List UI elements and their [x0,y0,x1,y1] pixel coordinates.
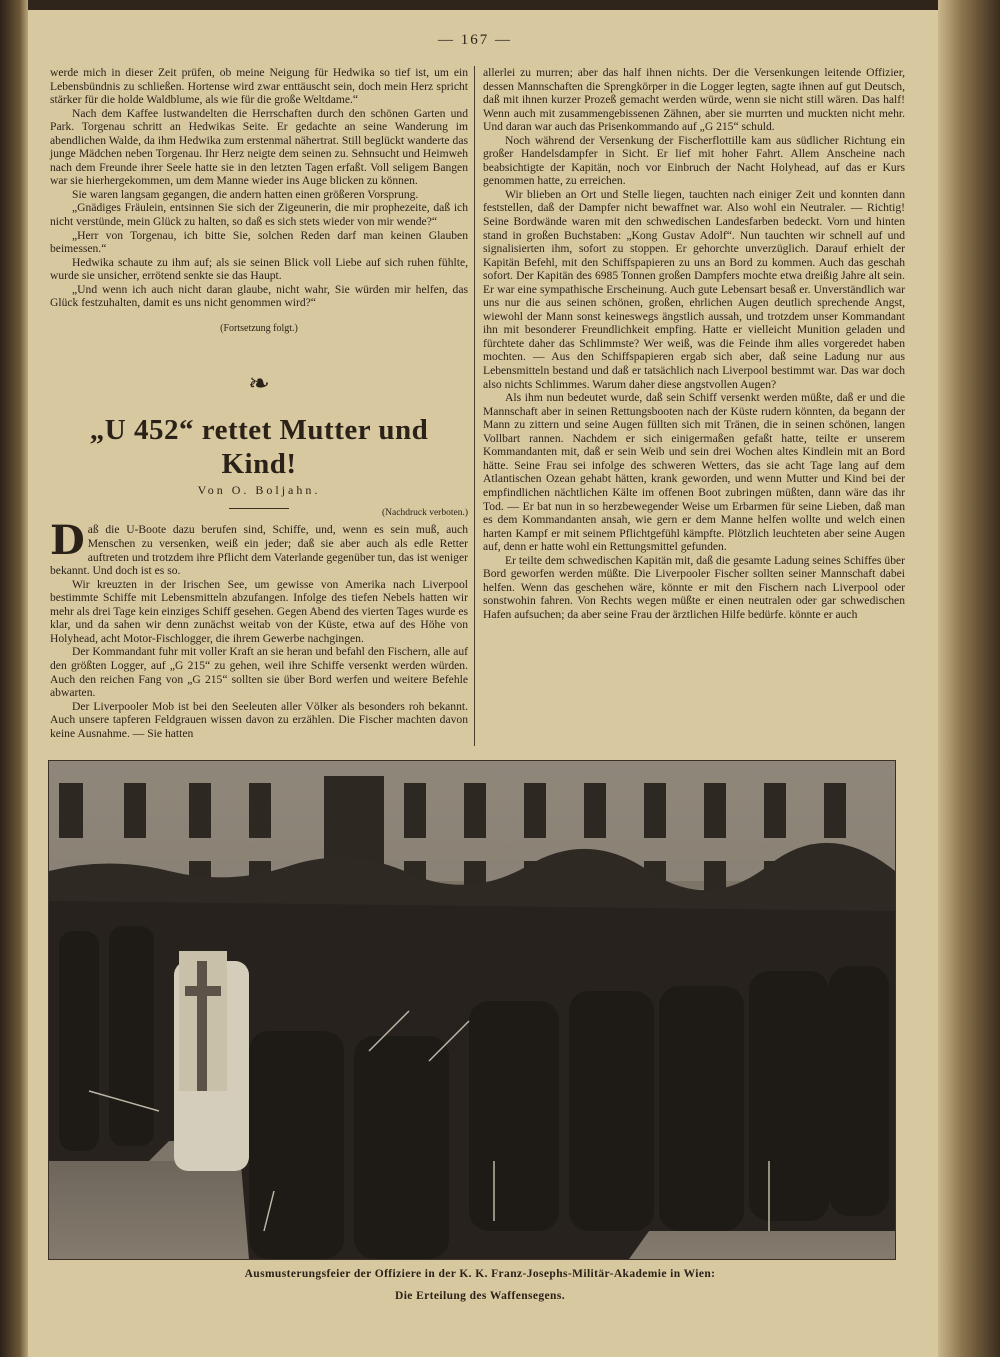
ornament-icon: ❧ [248,369,270,399]
serial-paragraph: werde mich in dieser Zeit prüfen, ob meine Neigung für Hedwika so tief ist, um ein Lebensbündnis zu schließen. Hortense wird zwar enttäuscht sein, doch mein Herz spricht stärker für die holde Waldblume, als wie für die große Weltdame.“ [50,66,468,107]
article-title: „U 452“ rettet Mutter und Kind! [89,414,429,481]
article-paragraph: Noch während der Versenkung der Fischerflottille kam aus südlicher Richtung ein großer Handelsdampfer in Sicht. Er lief mit hoher Fahrt. Allem Anscheine nach beabsichtigte der Kapitän, noch vor Einbruch der Nacht Holyhead, auf das er Kurs genommen hatte, zu erreichen. [483,133,905,188]
article-byline: Von O. Boljahn. [197,483,321,498]
continued-notice: (Fortsetzung folgt.) [220,322,298,334]
page-number: — 167 — [438,32,512,48]
photo-caption-line2: Die Erteilung des Waffensegens. [395,1290,565,1302]
article-paragraph: Als ihm nun bedeutet wurde, daß sein Schiff versenkt werden müßte, daß er und die Mannschaft aber in seinen Rettungsbooten nach der Küste rudern könnten, da begann der Mann zu zittern und seine Augen füllten sich mit Tränen, die in seinen schönen, langen Vollbart rannen. Nachdem er sich einigermaßen gefaßt hatte, teilte er unserem Kommandanten mit, daß er sein Weib und sein drei Wochen altes Kindlein mit an Bord hätte. Seine Frau sei infolge des schweren Wetters, das sie acht Tage lang auf dem Atlantischen Ozean gehabt hätten, krank geworden, und wenn Mutter und Kind bei der empfindlichen nächtlichen Kälte im offenen Boot zubringen müßten, dann wäre das ihr Tod. — Er bat nun in so herzbewegender Weise um Erbarmen für seine Lieben, daß man es dem Kommandanten ansah, wie gern er dem Manne helfen wollte und welch einen harten Kampf er mit seinem Pflichtgefühl kämpfte. Plötzlich leuchteten aber seine Augen auf, denn er hatte wohl ein Rettungsmittel gefunden. [483,391,905,554]
book-binding-left [0,0,28,1357]
serial-paragraph: „Herr von Torgenau, ich bitte Sie, solchen Reden darf man keinen Glauben beimessen.“ [50,228,468,256]
article-paragraph: Wir kreuzten in der Irischen See, um gewisse von Amerika nach Liverpool bestimmte Schiffe mit Lebensmitteln abzufangen. Infolge des tiefen Nebels hatten wir mehr als drei Tage kein einziges Schiff gesehen. Gegen Abend des vierten Tages wurde es klar, und da sahen wir denn zunächst weitab von der Küste, etwa auf des Höhe von Holyhead, acht Motor-Fischlogger, die ihrem Gewerbe nachgingen. [50,577,468,645]
scan-top-edge [0,0,1000,10]
priest-vestment [174,951,249,1171]
column-rule [474,66,475,746]
article-paragraph: Er teilte dem schwedischen Kapitän mit, daß die gesamte Ladung seines Schiffes über Bord geworfen werden müßte. Die Liverpooler Fischer sollten seiner Mannschaft dabei helfen. Wenn das geschehen wäre, könnte er mit den Fischern nach Liverpool oder sonstwohin fahren. Von Rechts wegen müßte er einen neutralen oder gar schwedischen Hafen aufsuchen; da aber seine Frau der ärztlichen Hilfe bedürfe. könnte er auch [483,553,905,621]
serial-paragraph: Hedwika schaute zu ihm auf; als sie seinen Blick voll Liebe auf sich ruhen fühlte, wurde sie unsicher, errötend senkte sie das Haupt. [50,255,468,283]
left-column [50,66,468,740]
photo-illustration [49,761,895,1259]
article-first-paragraph [50,517,468,578]
reprint-notice: (Nachdruck verboten.) [382,507,468,518]
book-binding-right [938,0,1000,1357]
serial-paragraph: Sie waren langsam gegangen, die andern hatten einen größeren Vorsprung. [72,187,419,201]
article-paragraph: Der Liverpooler Mob ist bei den Seeleuten aller Völker als besonders roh bekannt. Auch unsere tapferen Feldgrauen wissen davon zu erzählen. Die Fischer machten davon keine Ausnahme. — Sie hatten [50,699,468,740]
article-paragraph: Der Kommandant fuhr mit voller Kraft an sie heran und befahl den Fischern, alle auf den größten Logger, auf „G 215“ zu gehen, weil ihre Schiffe versenkt werden würden. Auch den reichen Fang von „G 215“ sollten sie über Bord werfen und weitere Befehle abwarten. [50,645,468,700]
serial-paragraph: „Und wenn ich auch nicht daran glaube, nicht wahr, Sie würden mir helfen, das Glück festzuhalten, damit es uns nicht genommen wird?“ [50,282,468,310]
photo-ceremony [48,760,896,1260]
serial-paragraph: Nach dem Kaffee lustwandelten die Herrschaften durch den schönen Garten und Park. Torgenau schritt an Hedwikas Seite. Er gedachte an seine Wanderung im abendlichen Walde, da ihm Hedwika zum erstenmal nähertrat. Still beglückt wanderte das junge Mädchen neben Torgenau. Ihr Herz neigte dem seinen zu. Sehnsucht und Heimweh nach dem Freunde ihrer Seele hatte sie in den letzten Tagen erfaßt. Voll seligem Bangen war sie hierhergekommen, um dem Manne wieder ins Auge blicken zu können. [50,106,468,188]
article-paragraph: allerlei zu murren; aber das half ihnen nichts. Der die Versenkungen leitende Offizier, dessen Mannschaften die Sprengkörper in die Logger legten, sagte ihnen auf gut Deutsch, daß mit ihnen kurzer Prozeß gemacht werden würde, wenn sie nicht still wären. Das half! Wenn auch mit zusammengebissenen Zähnen, aber sie murrten und muckten nicht mehr. Und daran war auch das Prisenkommando auf „G 215“ schuld. [483,66,905,134]
drop-cap: D [50,517,85,565]
first-paragraph-text: aß die U-Boote dazu berufen sind, Schiffe, und, wenn es sein muß, auch Menschen zu versenken, weiß ein jeder; daß sie aber auch als edle Retter auftreten und trotzdem ihre Pflicht dem Vaterlande gegenüber tun, das ist weniger bekannt. Und doch ist es so. [50,523,468,578]
article-paragraph: Wir blieben an Ort und Stelle liegen, tauchten nach einiger Zeit und konnten dann feststellen, daß der Dampfer nicht bewaffnet war. Also wohl ein Neutraler. — Richtig! Seine Bordwände waren mit den schwedischen Landesfarben bedeckt. Vorn und hinten stand in großen Buchstaben: „Kong Gustav Adolf“. Nun tauchten wir schnell auf und signalisierten ihm, sofort zu stoppen. Er gehorchte unverzüglich. Darauf erhielt der Kapitän Befehl, mit den Schiffspapieren zu uns an Bord zu kommen. Auch das geschah sofort. Der Kapitän des 6985 Tonnen großen Dampfers mochte etwa dreißig Jahre alt sein. Er war eine sympathische Erscheinung. Auch gute Lebensart besaß er. Unverständlich war uns nur die aus seinen schönen, großen, ehrlichen Augen deutlich sprechende Angst, wiewohl der Mann sonst keineswegs ängstlich aussah, und trotzdem unser Kommandant ihn mit besonderer Freundlichkeit empfing. Hatte er vielleicht Munition geladen und fürchtete daher das Schlimmste? Wer weiß, was die Feinde ihm alles vorgeredet haben mochten. — Aus den Schiffspapieren ergab sich aber, daß seine Ladung nur aus Lebensmitteln bestand und daß er tatsächlich nach Liverpool bestimmt war. Das war doch also nichts Schlimmes. Warum daher diese angstvollen Augen? [483,187,905,391]
serial-paragraph: „Gnädiges Fräulein, entsinnen Sie sich der Zigeunerin, die mir prophezeite, daß ich nicht verstünde, mein Glück zu halten, so daß es sich stets wieder von mir wende?“ [50,201,468,229]
right-column [483,66,905,621]
photo-caption-line1: Ausmusterungsfeier der Offiziere in der K. K. Franz-Josephs-Militär-Akademie in Wien: [244,1268,716,1280]
